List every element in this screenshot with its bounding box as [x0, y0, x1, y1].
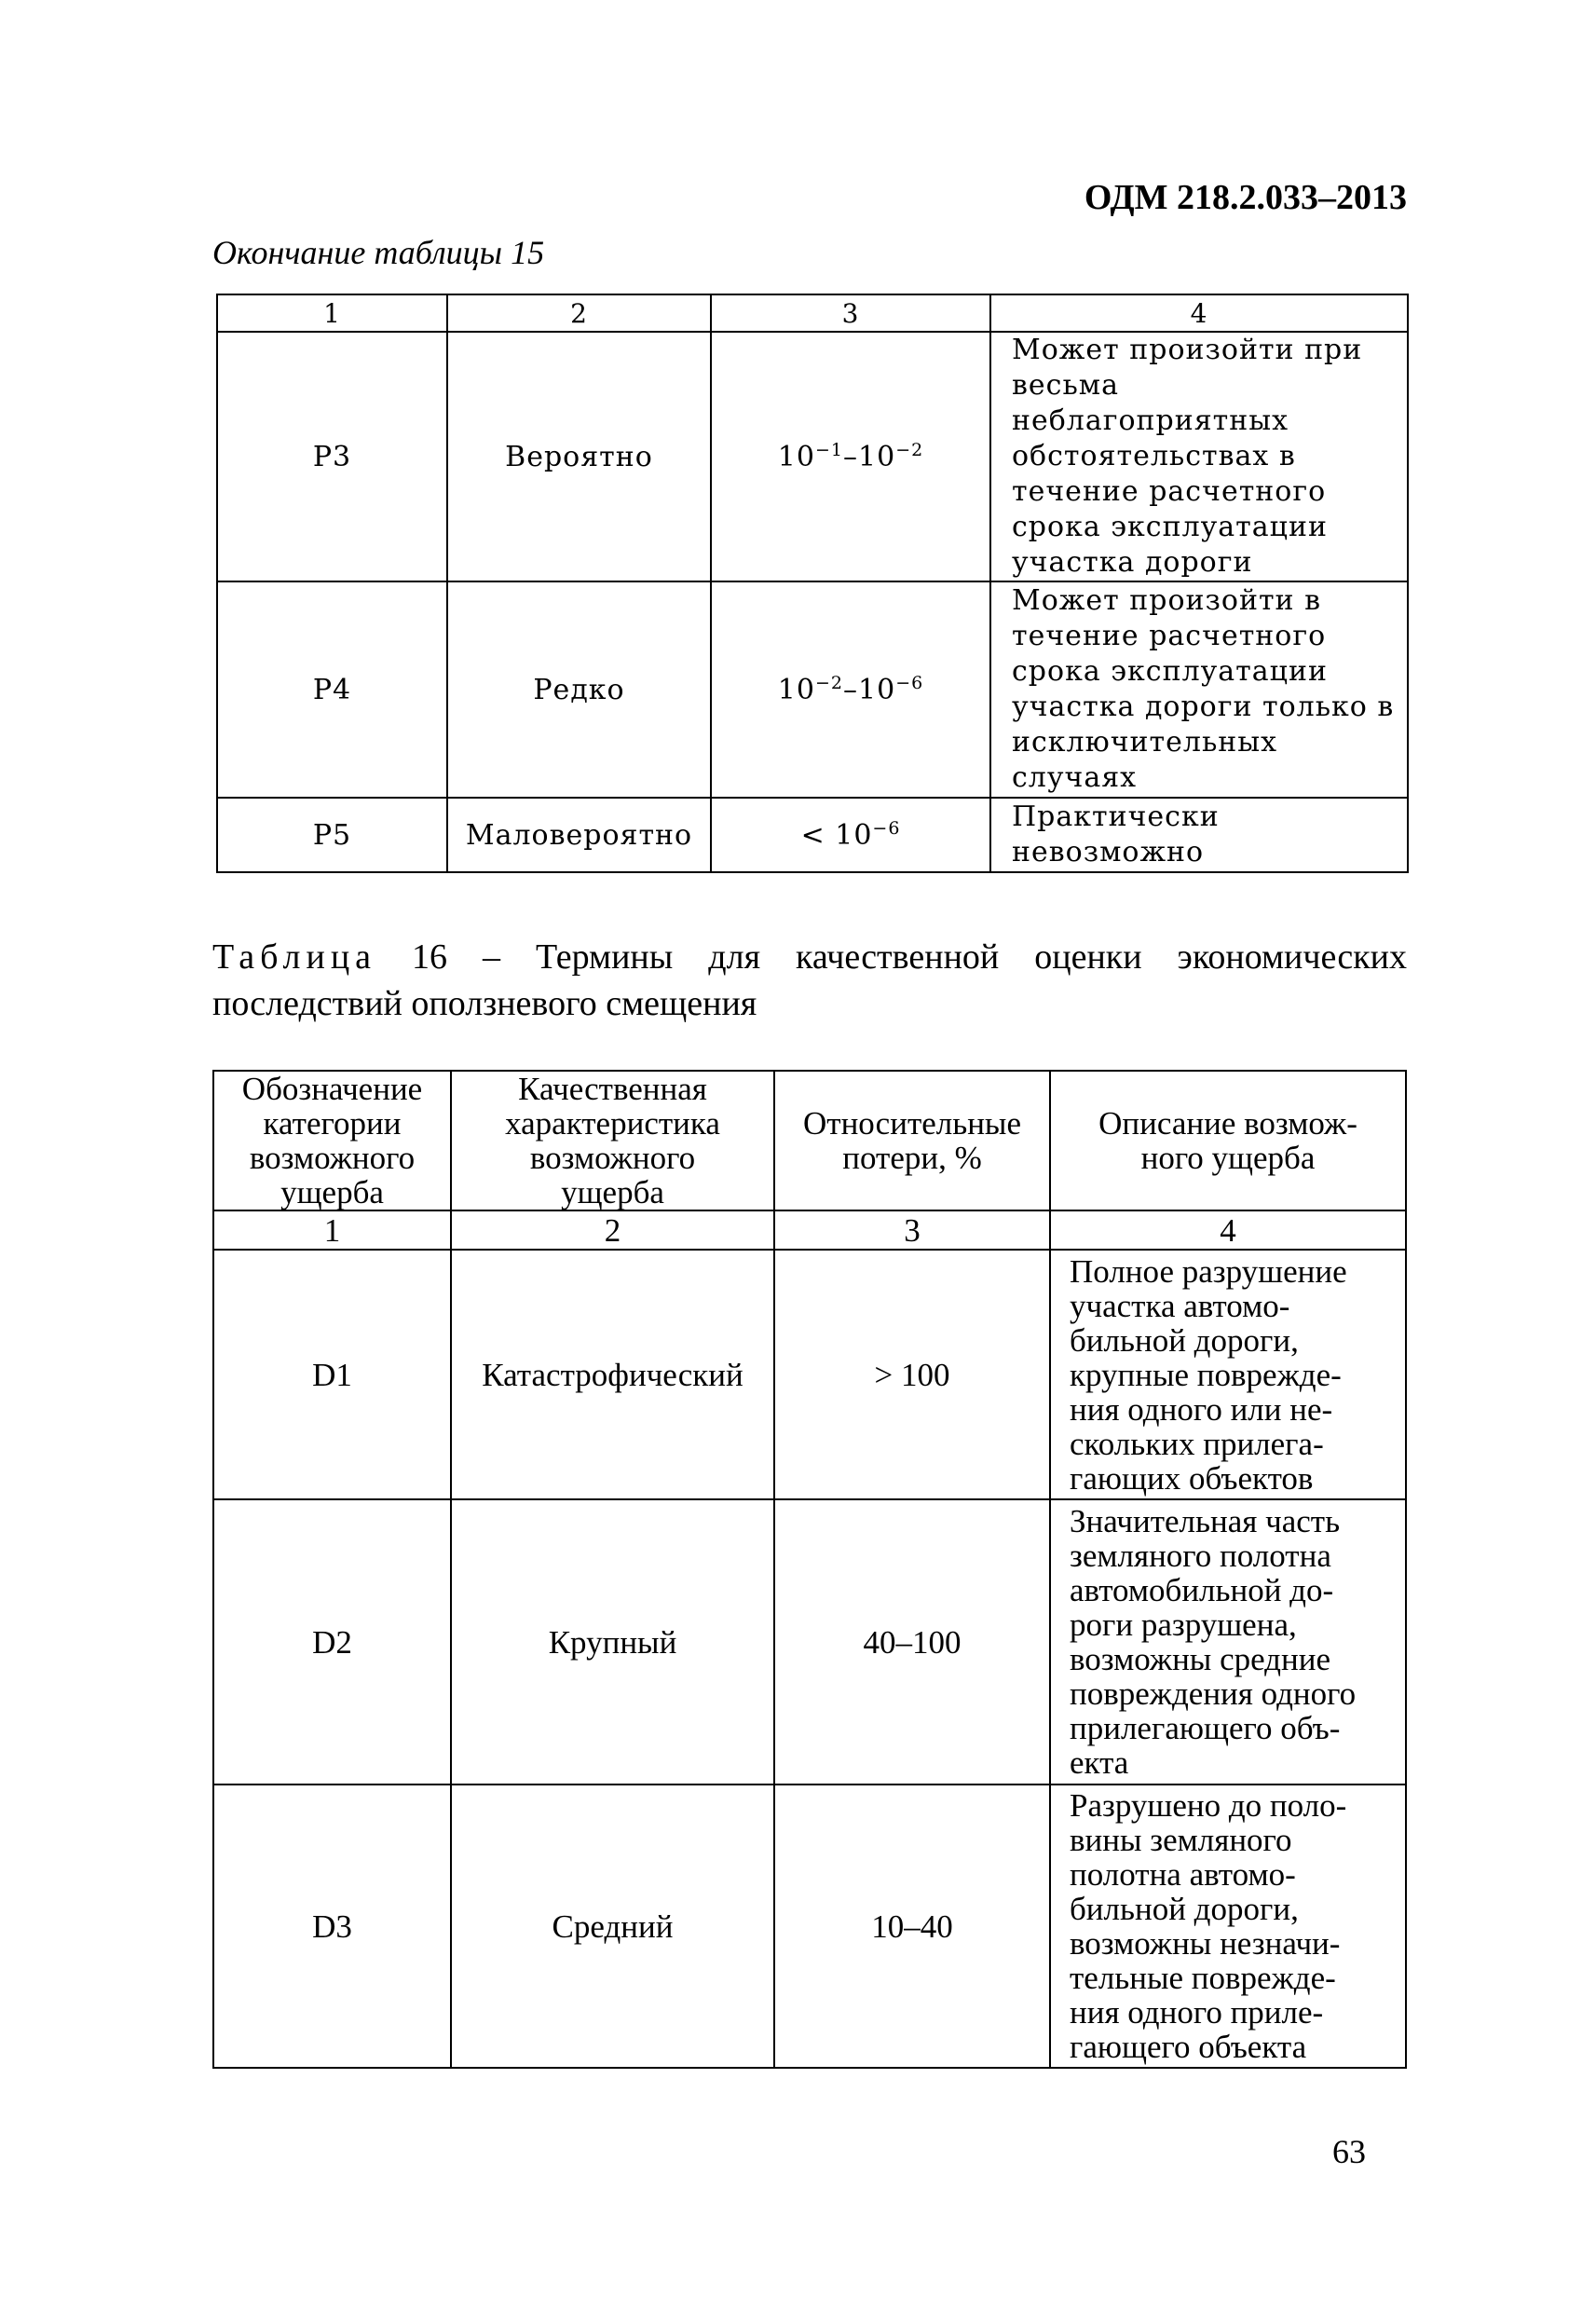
relative-loss: 10–40: [774, 1785, 1050, 2068]
probability-range: $10^{-1}-10^{-2}$: [711, 332, 990, 581]
damage-description: Разрушено до поло- вины земляного полотна автомо- бильной дороги, возможны незначи- тельные поврежде- ния одного приле- гающего объекта: [1050, 1785, 1406, 2068]
table-16: [212, 1070, 1407, 2069]
damage-characteristic: Средний: [451, 1785, 774, 2068]
probability-description: Может произойти в течение расчетного срока эксплуатации участка дороги только в исключительных случаях: [990, 581, 1408, 798]
damage-description: Полное разрушение участка автомо- бильной дороги, крупные поврежде- ния одного или не- скольких прилега- гающих объектов: [1050, 1250, 1406, 1499]
probability-term: Вероятно: [447, 332, 711, 581]
probability-range: $10^{-2}-10^{-6}$: [711, 581, 990, 798]
column-header: Описание возмож- ного ущерба: [1050, 1071, 1406, 1210]
damage-category-code: D3: [213, 1785, 451, 2068]
column-number: 3: [711, 294, 990, 332]
damage-category-code: D2: [213, 1499, 451, 1785]
category-code: Р4: [217, 581, 447, 798]
caption-text-line2: последствий оползневого смещения: [212, 984, 757, 1023]
table-row: [213, 1250, 1406, 1499]
page-number: 63: [1332, 2133, 1366, 2170]
table16-caption: [212, 934, 1407, 1027]
document-code: ОДМ 218.2.033–2013: [1084, 178, 1407, 217]
column-number: 4: [1050, 1210, 1406, 1250]
table16-header-row: [213, 1071, 1406, 1210]
table-15: [216, 294, 1409, 873]
probability-range: < $10^{-6}$: [711, 798, 990, 872]
damage-characteristic: Крупный: [451, 1499, 774, 1785]
column-number: 1: [213, 1210, 451, 1250]
column-number: 2: [447, 294, 711, 332]
table15-column-numbers: [217, 294, 1408, 332]
probability-term: Редко: [447, 581, 711, 798]
caption-text: – Термины для качественной оценки экономических: [447, 937, 1407, 977]
probability-term: Маловероятно: [447, 798, 711, 872]
damage-description: Значительная часть земляного полотна автомобильной до- роги разрушена, возможны средние повреждения одного прилегающего объ- екта: [1050, 1499, 1406, 1785]
column-number: 3: [774, 1210, 1050, 1250]
table-row: [213, 1499, 1406, 1785]
column-number: 2: [451, 1210, 774, 1250]
relative-loss: 40–100: [774, 1499, 1050, 1785]
table16-column-numbers: [213, 1210, 1406, 1250]
damage-characteristic: Катастрофический: [451, 1250, 774, 1499]
table-row: [217, 332, 1408, 581]
column-header: Обозначение категории возможного ущерба: [213, 1071, 451, 1210]
category-code: Р3: [217, 332, 447, 581]
column-header: Качественная характеристика возможного ущерба: [451, 1071, 774, 1210]
table-row: [213, 1785, 1406, 2068]
table-row: [217, 798, 1408, 872]
table-label: Таблица: [212, 937, 377, 977]
probability-description: Может произойти при весьма неблагоприятных обстоятельствах в течение расчетного срока эксплуатации участка дороги: [990, 332, 1408, 581]
damage-category-code: D1: [213, 1250, 451, 1499]
probability-description: Практически невозможно: [990, 798, 1408, 872]
table-row: [217, 581, 1408, 798]
column-number: 1: [217, 294, 447, 332]
table15-continuation-caption: Окончание таблицы 15: [212, 234, 545, 271]
category-code: Р5: [217, 798, 447, 872]
table-number: 16: [412, 937, 448, 977]
relative-loss: > 100: [774, 1250, 1050, 1499]
column-header: Относительные потери, %: [774, 1071, 1050, 1210]
column-number: 4: [990, 294, 1408, 332]
